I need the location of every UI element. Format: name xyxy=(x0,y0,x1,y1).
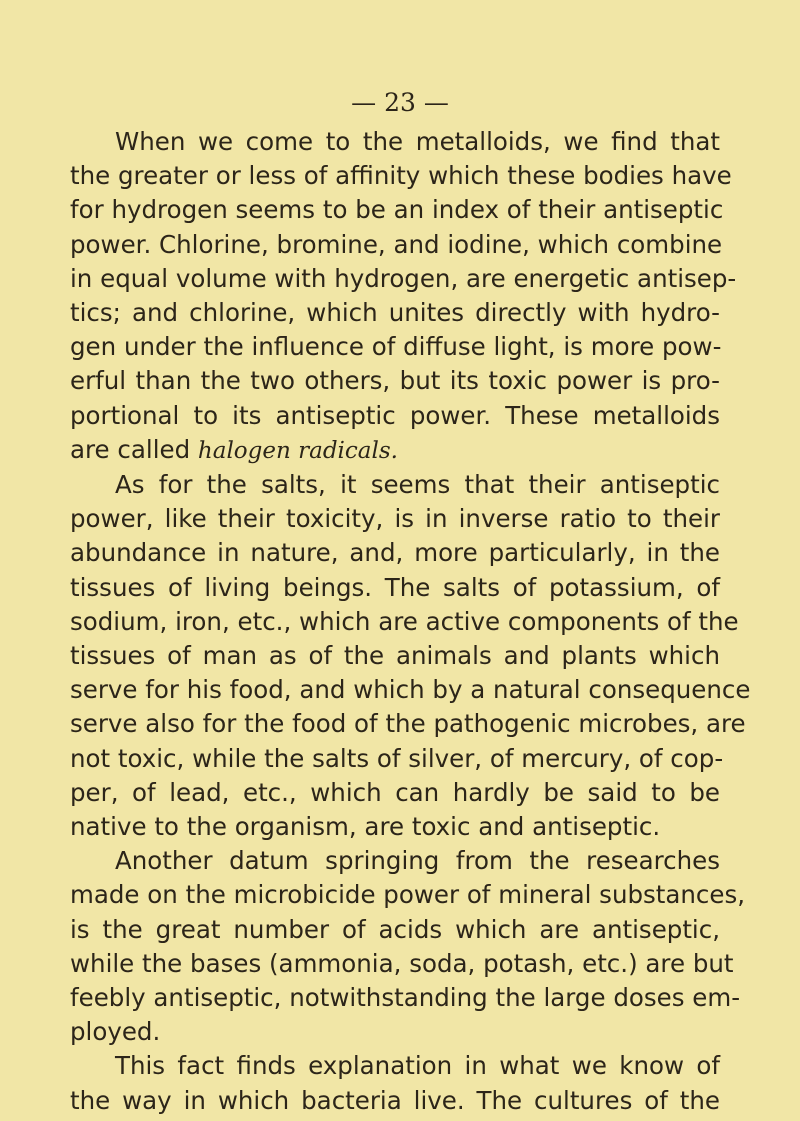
text-line: serve also for the food of the pathogenic microbes, are xyxy=(70,709,746,739)
text-line: This fact finds explanation in what we know of xyxy=(115,1051,720,1081)
text-line: in equal volume with hydrogen, are energetic antisep- xyxy=(70,263,737,293)
text-line: the way in which bacteria live. The cultures of the xyxy=(70,1085,720,1115)
text-fragment: are called xyxy=(70,434,198,464)
text-line: power, like their toxicity, is in inverse ratio to their xyxy=(70,504,720,534)
page-number: — 23 — xyxy=(351,88,449,117)
text-line: gen under the influence of diffuse light, is more pow- xyxy=(70,332,722,362)
body-text xyxy=(70,125,751,1118)
text-line: per, of lead, etc., which can hardly be said to be xyxy=(70,777,720,807)
text-line: Another datum springing from the researches xyxy=(115,846,720,876)
text-line: serve for his food, and which by a natural consequence xyxy=(70,675,751,705)
text-line: portional to its antiseptic power. These metalloids xyxy=(70,400,720,430)
text-line: ployed. xyxy=(70,1017,161,1047)
text-line: made on the microbicide power of mineral substances, xyxy=(70,880,746,910)
text-line: not toxic, while the salts of silver, of mercury, of cop- xyxy=(70,743,724,773)
paragraph-acids xyxy=(70,844,746,1049)
text-line: is the great number of acids which are antiseptic, xyxy=(70,914,720,944)
paragraph-bacteria xyxy=(70,1049,720,1117)
text-line: for hydrogen seems to be an index of their antiseptic xyxy=(70,195,724,225)
text-line: tissues of living beings. The salts of potassium, of xyxy=(70,572,720,602)
text-line: abundance in nature, and, more particularly, in the xyxy=(70,538,720,568)
text-line: while the bases (ammonia, soda, potash, etc.) are but xyxy=(70,948,734,978)
text-line: power. Chlorine, bromine, and iodine, which combine xyxy=(70,229,723,259)
text-line: As for the salts, it seems that their antiseptic xyxy=(115,470,720,500)
text-line: erful than the two others, but its toxic power is pro- xyxy=(70,366,720,396)
text-line: tissues of man as of the animals and plants which xyxy=(70,641,720,671)
text-line: tics; and chlorine, which unites directly with hydro- xyxy=(70,298,720,328)
text-line-last xyxy=(70,433,720,468)
text-line: the greater or less of affinity which these bodies have xyxy=(70,161,732,191)
text-line: sodium, iron, etc., which are active components of the xyxy=(70,606,739,636)
paragraph-salts xyxy=(70,468,751,844)
text-line: native to the organism, are toxic and antiseptic. xyxy=(70,812,661,842)
italic-term: halogen radicals. xyxy=(197,437,398,464)
paragraph-metalloids xyxy=(70,125,737,468)
text-line: When we come to the metalloids, we find that xyxy=(115,127,720,156)
text-line: feebly antiseptic, notwithstanding the large doses em- xyxy=(70,983,741,1013)
